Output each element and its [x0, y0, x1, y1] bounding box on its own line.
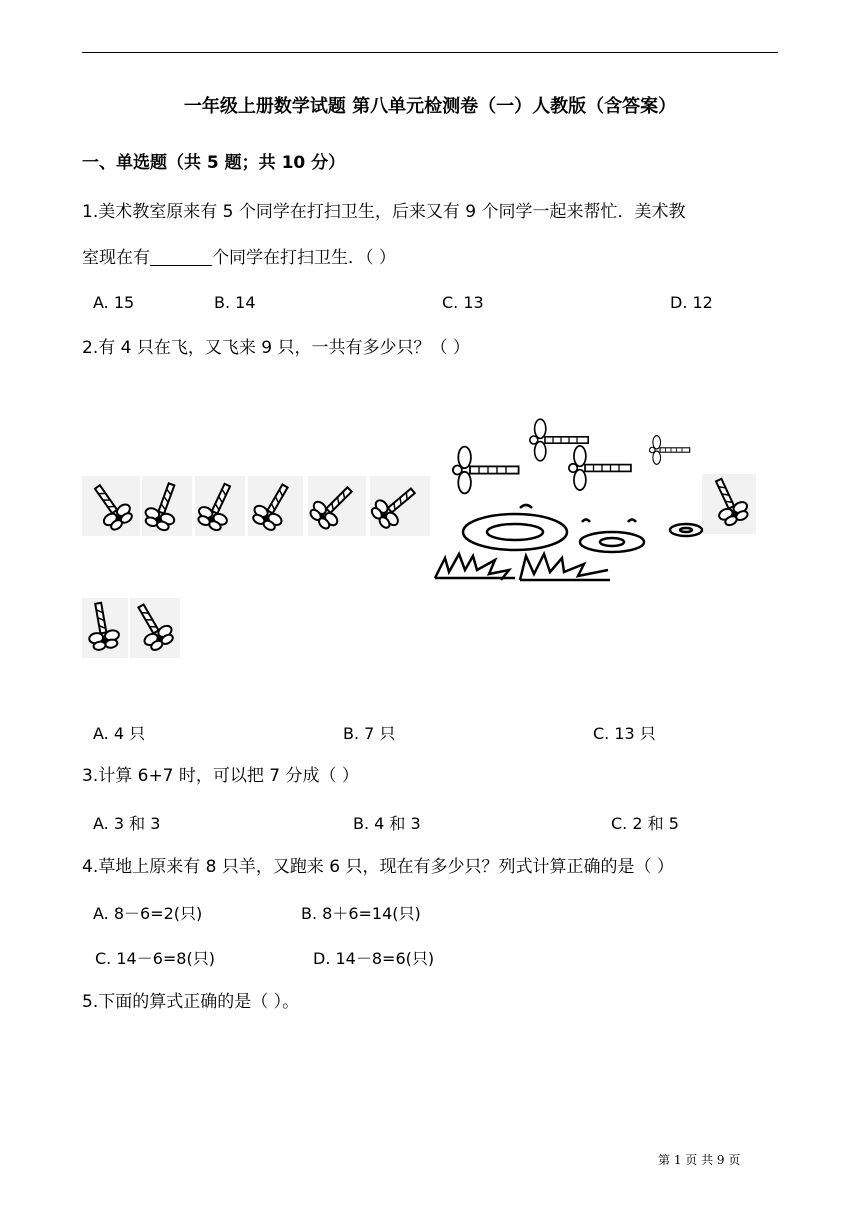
dragonfly-7 [702, 474, 756, 534]
question-1-option-b[interactable]: B. 14 [214, 293, 256, 312]
dragonfly-9 [128, 598, 180, 658]
question-4-option-d[interactable]: D. 14－8=6(只) [313, 949, 435, 968]
question-2-text: 2.有 4 只在飞，又飞来 9 只，一共有多少只？（ ） [82, 338, 470, 358]
question-3-option-c[interactable]: C. 2 和 5 [611, 814, 679, 833]
grass [435, 554, 610, 580]
question-5-text: 5.下面的算式正确的是（ ）。 [82, 992, 300, 1012]
question-4-option-c[interactable]: C. 14－6=8(只) [95, 949, 215, 968]
page-title: 一年级上册数学试题 第八单元检测卷（一）人教版（含答案） [183, 96, 677, 117]
question-2-option-a[interactable]: A. 4 只 [93, 724, 146, 743]
question-4-option-b[interactable]: B. 8＋6=14(只) [301, 904, 421, 923]
question-1-text-before-blank: 室现在有 [82, 248, 150, 268]
dragonfly-4 [248, 476, 303, 536]
water-ripples [463, 505, 702, 552]
question-1-option-d[interactable]: D. 12 [670, 293, 713, 312]
page-footer: 第 1 页 共 9 页 [658, 1153, 741, 1167]
question-1-line-1: 1.美术教室原来有 5 个同学在打扫卫生，后来又有 9 个同学一起来帮忙．美术教 [82, 202, 686, 222]
dragonfly-5 [306, 476, 366, 536]
question-1-option-a[interactable]: A. 15 [93, 293, 135, 312]
question-2-option-c[interactable]: C. 13 只 [593, 724, 656, 743]
question-3-option-b[interactable]: B. 4 和 3 [353, 814, 421, 833]
flying-dragonflies [453, 419, 690, 493]
question-4-option-a[interactable]: A. 8－6=2(只) [93, 904, 203, 923]
dragonfly-8 [82, 598, 128, 658]
question-3-text: 3.计算 6+7 时，可以把 7 分成（ ） [82, 766, 359, 786]
question-3-option-a[interactable]: A. 3 和 3 [93, 814, 161, 833]
question-1-option-c[interactable]: C. 13 [442, 293, 484, 312]
section-heading: 一、单选题（共 5 题；共 10 分） [82, 153, 346, 173]
question-4-text: 4.草地上原来有 8 只羊，又跑来 6 只，现在有多少只？列式计算正确的是（ ） [82, 857, 674, 877]
question-2-option-b[interactable]: B. 7 只 [343, 724, 396, 743]
dragonfly-2 [142, 476, 192, 536]
dragonfly-1 [82, 476, 140, 536]
question-1-text-after-blank: 个同学在打扫卫生．（ ） [212, 248, 396, 268]
dragonfly-6 [368, 476, 430, 536]
dragonfly-3 [194, 476, 245, 536]
